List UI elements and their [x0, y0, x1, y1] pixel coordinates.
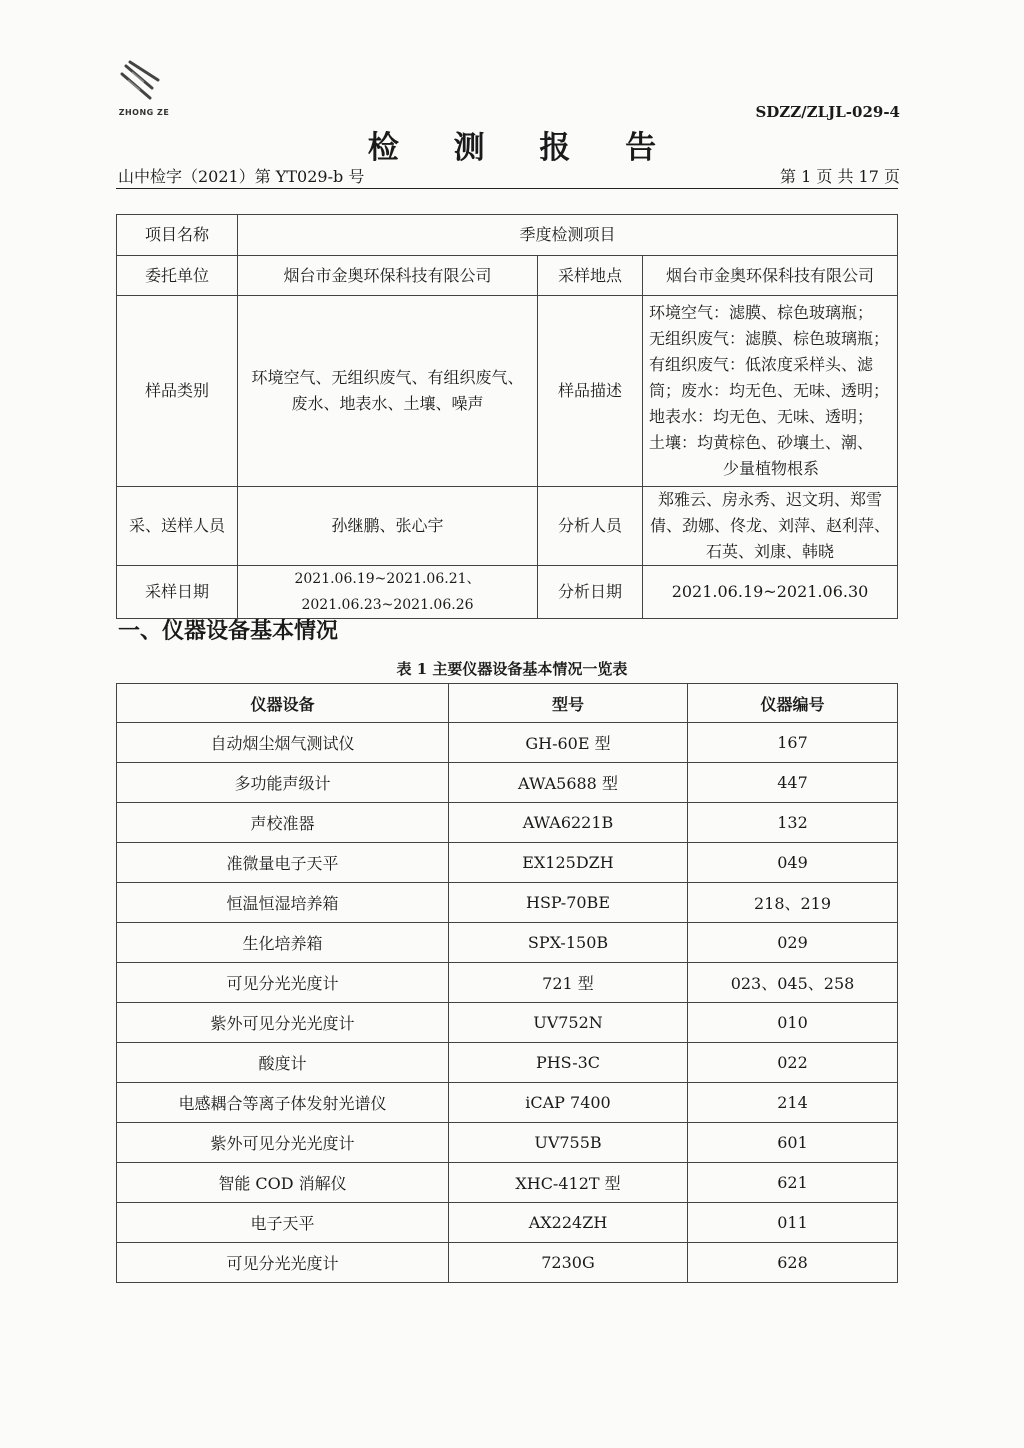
equipment-model: UV755B	[449, 1123, 688, 1163]
equipment-id: 628	[688, 1243, 898, 1283]
company-logo	[108, 58, 180, 124]
equipment-id: 167	[688, 723, 898, 763]
report-number: 山中检字（2021）第 YT029-b 号	[118, 167, 365, 186]
desc-line: 筒；废水：均无色、无味、透明；	[649, 381, 890, 400]
equipment-name: 准微量电子天平	[117, 843, 449, 883]
client-value: 烟台市金奥环保科技有限公司	[238, 256, 538, 296]
client-row	[117, 256, 898, 296]
column-header-equipment: 仪器设备	[117, 684, 449, 723]
equipment-id: 132	[688, 803, 898, 843]
equipment-name: 电子天平	[117, 1203, 449, 1243]
equipment-name: 声校准器	[117, 803, 449, 843]
equipment-id: 029	[688, 923, 898, 963]
equipment-id: 447	[688, 763, 898, 803]
page-number: 第 1 页 共 17 页	[780, 167, 900, 186]
equipment-model: 721 型	[449, 963, 688, 1003]
equipment-id: 023、045、258	[688, 963, 898, 1003]
logo-text: ZHONG ZE	[118, 108, 170, 117]
analyst-line: 倩、劲娜、佟龙、刘萍、赵利萍、	[649, 516, 890, 535]
date-row	[117, 566, 898, 619]
logo-icon	[108, 58, 180, 110]
equipment-name: 智能 COD 消解仪	[117, 1163, 449, 1203]
personnel-row	[117, 487, 898, 566]
analyst-line: 石英、刘康、韩晓	[705, 542, 834, 561]
equipment-model: PHS-3C	[449, 1043, 688, 1083]
equipment-id: 218、219	[688, 883, 898, 923]
desc-value	[643, 296, 898, 487]
equipment-id: 022	[688, 1043, 898, 1083]
table-row	[117, 1043, 898, 1083]
report-info-table	[116, 214, 898, 619]
table-row	[117, 1123, 898, 1163]
table-row	[117, 803, 898, 843]
equipment-model: XHC-412T 型	[449, 1163, 688, 1203]
equipment-name: 恒温恒湿培养箱	[117, 883, 449, 923]
site-value: 烟台市金奥环保科技有限公司	[643, 256, 898, 296]
equipment-name: 可见分光光度计	[117, 963, 449, 1003]
desc-line: 地表水：均无色、无味、透明；	[649, 407, 874, 426]
table-row	[117, 1243, 898, 1283]
equipment-id: 621	[688, 1163, 898, 1203]
desc-line: 有组织废气：低浓度采样头、滤	[649, 355, 874, 374]
equipment-model: AWA5688 型	[449, 763, 688, 803]
equipment-model: 7230G	[449, 1243, 688, 1283]
equipment-id: 214	[688, 1083, 898, 1123]
equipment-name: 多功能声级计	[117, 763, 449, 803]
equipment-model: AX224ZH	[449, 1203, 688, 1243]
equipment-id: 049	[688, 843, 898, 883]
sample-date-value	[238, 566, 538, 619]
table-row	[117, 1003, 898, 1043]
equipment-name: 酸度计	[117, 1043, 449, 1083]
equipment-table	[116, 683, 898, 1283]
sampler-value: 孙继鹏、张心宇	[238, 487, 538, 566]
equipment-name: 紫外可见分光光度计	[117, 1003, 449, 1043]
equipment-model: SPX-150B	[449, 923, 688, 963]
category-row	[117, 296, 898, 487]
table-row	[117, 763, 898, 803]
project-label: 项目名称	[117, 215, 238, 256]
equipment-name: 自动烟尘烟气测试仪	[117, 723, 449, 763]
equipment-id: 010	[688, 1003, 898, 1043]
desc-line: 土壤：均黄棕色、砂壤土、潮、	[649, 433, 874, 452]
table-row	[117, 963, 898, 1003]
sample-date-line: 2021.06.23~2021.06.26	[301, 597, 474, 613]
equipment-model: AWA6221B	[449, 803, 688, 843]
table-header-row	[117, 684, 898, 723]
project-row	[117, 215, 898, 256]
report-title: 检 测 报 告	[367, 130, 679, 166]
equipment-model: UV752N	[449, 1003, 688, 1043]
equipment-id: 601	[688, 1123, 898, 1163]
equipment-model: GH-60E 型	[449, 723, 688, 763]
desc-line: 无组织废气：滤膜、棕色玻璃瓶；	[649, 329, 890, 348]
analyst-line: 郑雅云、房永秀、迟文玥、郑雪	[657, 490, 882, 509]
equipment-id: 011	[688, 1203, 898, 1243]
category-value: 环境空气、无组织废气、有组织废气、废水、地表水、土壤、噪声	[238, 296, 538, 487]
equipment-model: EX125DZH	[449, 843, 688, 883]
client-label: 委托单位	[117, 256, 238, 296]
table-row	[117, 1163, 898, 1203]
table-row	[117, 1203, 898, 1243]
column-header-model: 型号	[449, 684, 688, 723]
desc-label: 样品描述	[538, 296, 643, 487]
header-divider	[116, 188, 898, 189]
table-row	[117, 1083, 898, 1123]
section-title: 一、仪器设备基本情况	[118, 618, 339, 644]
sample-date-label: 采样日期	[117, 566, 238, 619]
table-row	[117, 723, 898, 763]
equipment-model: HSP-70BE	[449, 883, 688, 923]
equipment-name: 紫外可见分光光度计	[117, 1123, 449, 1163]
category-label: 样品类别	[117, 296, 238, 487]
equipment-name: 可见分光光度计	[117, 1243, 449, 1283]
equipment-model: iCAP 7400	[449, 1083, 688, 1123]
table-row	[117, 843, 898, 883]
equipment-name: 生化培养箱	[117, 923, 449, 963]
analyst-value	[643, 487, 898, 566]
table-row	[117, 883, 898, 923]
sampler-label: 采、送样人员	[117, 487, 238, 566]
desc-line: 少量植物根系	[722, 459, 819, 478]
project-value: 季度检测项目	[238, 215, 898, 256]
column-header-id: 仪器编号	[688, 684, 898, 723]
table-caption: 表 1 主要仪器设备基本情况一览表	[396, 660, 628, 678]
analyst-label: 分析人员	[538, 487, 643, 566]
desc-line: 环境空气：滤膜、棕色玻璃瓶；	[649, 303, 874, 322]
site-label: 采样地点	[538, 256, 643, 296]
sample-date-line: 2021.06.19~2021.06.21、	[294, 571, 481, 587]
equipment-name: 电感耦合等离子体发射光谱仪	[117, 1083, 449, 1123]
document-code: SDZZ/ZLJL-029-4	[755, 103, 900, 121]
analysis-date-label: 分析日期	[538, 566, 643, 619]
analysis-date-value: 2021.06.19~2021.06.30	[643, 566, 898, 619]
table-row	[117, 923, 898, 963]
